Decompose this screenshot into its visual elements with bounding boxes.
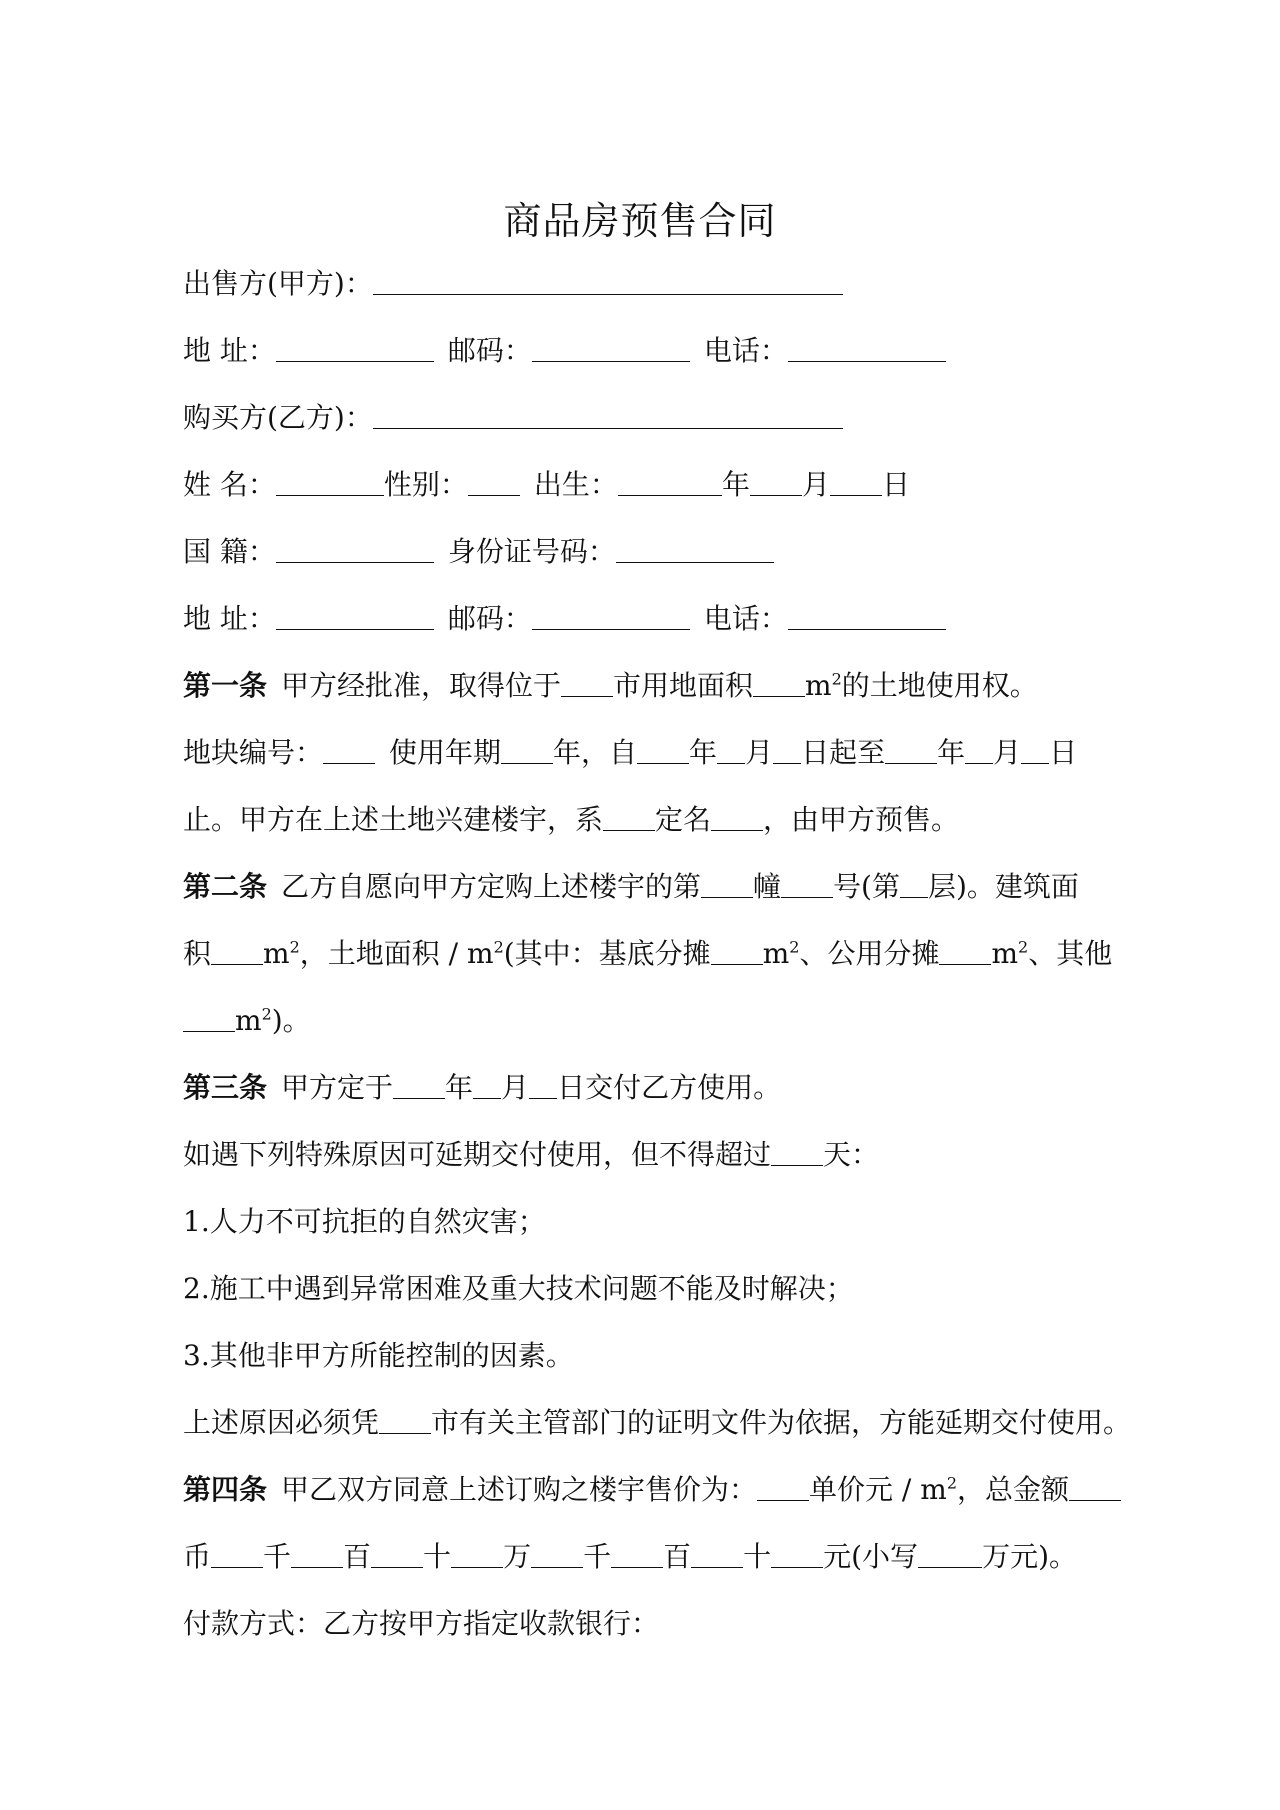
- end-month-blank[interactable]: [965, 733, 993, 764]
- other-share-blank[interactable]: [183, 1001, 235, 1032]
- article2-heading: 第二条: [183, 870, 268, 903]
- building-name-blank[interactable]: [711, 800, 763, 831]
- name-blank[interactable]: [276, 465, 384, 496]
- end-day-blank[interactable]: [1021, 733, 1049, 764]
- nationality-blank[interactable]: [276, 532, 434, 563]
- amount-unit: 万: [503, 1540, 532, 1573]
- day-label: 日: [881, 468, 910, 501]
- building-system-blank[interactable]: [603, 800, 655, 831]
- article1-text: 使用年期: [389, 736, 502, 769]
- amount-unit: 百: [663, 1540, 692, 1573]
- start-day-blank[interactable]: [773, 733, 801, 764]
- article2-line3: [183, 1001, 1183, 1041]
- amount-blank[interactable]: [371, 1537, 423, 1568]
- id-number-blank[interactable]: [616, 532, 774, 563]
- month-label: 月: [801, 468, 830, 501]
- nationality-label: 国 籍：: [183, 535, 276, 568]
- unit-m: m: [263, 937, 290, 970]
- article3-text: 天：: [823, 1138, 880, 1171]
- gender-label: 性别：: [383, 468, 468, 501]
- id-number-label: 身份证号码：: [447, 535, 616, 568]
- buyer-address-blank[interactable]: [276, 599, 434, 630]
- seller-blank[interactable]: [373, 264, 843, 295]
- seller-contact-line: [183, 331, 1183, 371]
- article2-text: (其中：基底分摊: [503, 937, 711, 970]
- article1-text: 年，自: [553, 736, 638, 769]
- amount-blank[interactable]: [451, 1537, 503, 1568]
- article1-text: 地块编号：: [183, 736, 324, 769]
- article2-text: 、其他: [1028, 937, 1113, 970]
- unit-blank[interactable]: [781, 867, 833, 898]
- buyer-blank[interactable]: [373, 398, 843, 429]
- floor-area-blank[interactable]: [211, 934, 263, 965]
- article3-line1: [183, 1068, 1183, 1108]
- buyer-info-line: [183, 465, 1183, 505]
- unit-m: m: [991, 937, 1019, 970]
- article4-text: 单价元 / m: [809, 1473, 947, 1506]
- amount-small-blank[interactable]: [918, 1537, 982, 1568]
- amount-unit: 元(小写: [823, 1540, 919, 1573]
- seller-phone-blank[interactable]: [788, 331, 946, 362]
- amount-unit: 币: [183, 1540, 212, 1573]
- article4-line2: [183, 1537, 1183, 1577]
- article3-line2: [183, 1135, 1183, 1175]
- article4-line1: [183, 1470, 1183, 1510]
- article1-text: 日: [1049, 736, 1078, 769]
- amount-blank[interactable]: [531, 1537, 583, 1568]
- birth-year-blank[interactable]: [618, 465, 722, 496]
- article1-text: ，由甲方预售。: [763, 803, 960, 836]
- article1-heading: 第一条: [183, 669, 268, 702]
- unit-price-blank[interactable]: [757, 1470, 809, 1501]
- article4-heading: 第四条: [183, 1473, 268, 1506]
- amount-unit: 千: [263, 1540, 292, 1573]
- buyer-phone-label: 电话：: [703, 602, 788, 635]
- superscript: 2: [261, 1004, 272, 1024]
- amount-unit: 千: [583, 1540, 612, 1573]
- delay-days-blank[interactable]: [771, 1135, 823, 1166]
- superscript: 2: [493, 937, 504, 957]
- article1-text: 年: [689, 736, 718, 769]
- article1-text: 年: [937, 736, 966, 769]
- public-share-blank[interactable]: [939, 934, 991, 965]
- article3-text: 月: [501, 1071, 530, 1104]
- article3-item2: 2.施工中遇到异常困难及重大技术问题不能及时解决；: [183, 1272, 854, 1305]
- article3-text: 甲方定于: [281, 1071, 394, 1104]
- use-term-blank[interactable]: [501, 733, 553, 764]
- delivery-day-blank[interactable]: [529, 1068, 557, 1099]
- amount-blank[interactable]: [691, 1537, 743, 1568]
- article3-text: 日交付乙方使用。: [557, 1071, 782, 1104]
- name-label: 姓 名：: [183, 468, 276, 501]
- birth-month-blank[interactable]: [750, 465, 802, 496]
- buyer-postcode-label: 邮码：: [447, 602, 532, 635]
- unit-m: m: [805, 669, 832, 702]
- seller-label: 出售方(甲方)：: [183, 267, 373, 300]
- document-title: 商品房预售合同: [503, 199, 777, 243]
- superscript: 2: [1018, 937, 1029, 957]
- total-currency-blank[interactable]: [1069, 1470, 1121, 1501]
- seller-address-blank[interactable]: [276, 331, 434, 362]
- buyer-contact-line: [183, 599, 1183, 639]
- buyer-postcode-blank[interactable]: [532, 599, 690, 630]
- article2-text: 层)。建筑面: [927, 870, 1079, 903]
- superscript: 2: [789, 937, 800, 957]
- seller-postcode-blank[interactable]: [532, 331, 690, 362]
- article1-text: 止。甲方在上述土地兴建楼宇，系: [183, 803, 604, 836]
- gender-blank[interactable]: [468, 465, 520, 496]
- superscript: 2: [289, 937, 300, 957]
- payment-method-line: 付款方式：乙方按甲方指定收款银行：: [183, 1607, 660, 1640]
- amount-unit: 十: [743, 1540, 772, 1573]
- article2-line2: [183, 934, 1183, 974]
- article2-text: )。: [271, 1004, 311, 1037]
- article1-line1: [183, 666, 1183, 706]
- authority-city-blank[interactable]: [379, 1403, 431, 1434]
- superscript: 2: [831, 669, 842, 689]
- article1-line2: [183, 733, 1183, 773]
- birth-day-blank[interactable]: [830, 465, 882, 496]
- floor-blank[interactable]: [900, 867, 928, 898]
- amount-unit: 十: [423, 1540, 452, 1573]
- base-share-blank[interactable]: [711, 934, 763, 965]
- article1-text: 月: [993, 736, 1022, 769]
- buyer-address-label: 地 址：: [183, 602, 276, 635]
- buyer-line: [183, 398, 1183, 438]
- amount-blank[interactable]: [771, 1537, 823, 1568]
- article2-text: 、公用分摊: [799, 937, 940, 970]
- amount-blank[interactable]: [291, 1537, 343, 1568]
- seller-postcode-label: 邮码：: [447, 334, 532, 367]
- article3-text: 年: [445, 1071, 474, 1104]
- article4-text: 甲乙双方同意上述订购之楼宇售价为：: [281, 1473, 758, 1506]
- end-year-blank[interactable]: [885, 733, 937, 764]
- article3-heading: 第三条: [183, 1071, 268, 1104]
- article3-item3: 3.其他非甲方所能控制的因素。: [183, 1339, 574, 1372]
- start-year-blank[interactable]: [637, 733, 689, 764]
- article2-text: 积: [183, 937, 212, 970]
- article1-text: 日起至: [801, 736, 886, 769]
- article1-text: 定名: [655, 803, 712, 836]
- article1-line3: [183, 800, 1183, 840]
- seller-line: [183, 264, 1183, 304]
- unit-m: m: [235, 1004, 262, 1037]
- article2-line1: [183, 867, 1183, 907]
- article2-text: 乙方自愿向甲方定购上述楼宇的第: [281, 870, 702, 903]
- amount-unit: 万元)。: [982, 1540, 1077, 1573]
- buyer-label: 购买方(乙方)：: [183, 401, 373, 434]
- article2-text: ，土地面积 / m: [299, 937, 494, 970]
- city-blank[interactable]: [561, 666, 613, 697]
- birth-label: 出生：: [533, 468, 618, 501]
- amount-blank[interactable]: [611, 1537, 663, 1568]
- delivery-month-blank[interactable]: [473, 1068, 501, 1099]
- seller-phone-label: 电话：: [703, 334, 788, 367]
- amount-blank[interactable]: [211, 1537, 263, 1568]
- start-month-blank[interactable]: [717, 733, 745, 764]
- seller-address-label: 地 址：: [183, 334, 276, 367]
- buyer-id-line: [183, 532, 1183, 572]
- article2-text: 号(第: [833, 870, 900, 903]
- building-blank[interactable]: [701, 867, 753, 898]
- delivery-year-blank[interactable]: [393, 1068, 445, 1099]
- parcel-number-blank[interactable]: [323, 733, 375, 764]
- article3-item1: 1.人力不可抗拒的自然灾害；: [183, 1205, 546, 1238]
- article1-text: 市用地面积: [613, 669, 754, 702]
- article3-line6: [183, 1403, 1183, 1443]
- superscript: 2: [946, 1473, 958, 1493]
- article4-text: ，总金额: [957, 1473, 1070, 1506]
- article1-text: 甲方经批准，取得位于: [281, 669, 562, 702]
- article3-text: 上述原因必须凭: [183, 1406, 380, 1439]
- article1-text: 月: [745, 736, 774, 769]
- land-area-blank[interactable]: [753, 666, 805, 697]
- year-label: 年: [721, 468, 750, 501]
- buyer-phone-blank[interactable]: [788, 599, 946, 630]
- article2-text: 幢: [753, 870, 782, 903]
- article3-text: 市有关主管部门的证明文件为依据，方能延期交付使用。: [431, 1406, 1132, 1439]
- article3-text: 如遇下列特殊原因可延期交付使用，但不得超过: [183, 1138, 772, 1171]
- unit-m: m: [762, 937, 790, 970]
- article1-text: 的土地使用权。: [841, 669, 1038, 702]
- amount-unit: 百: [343, 1540, 372, 1573]
